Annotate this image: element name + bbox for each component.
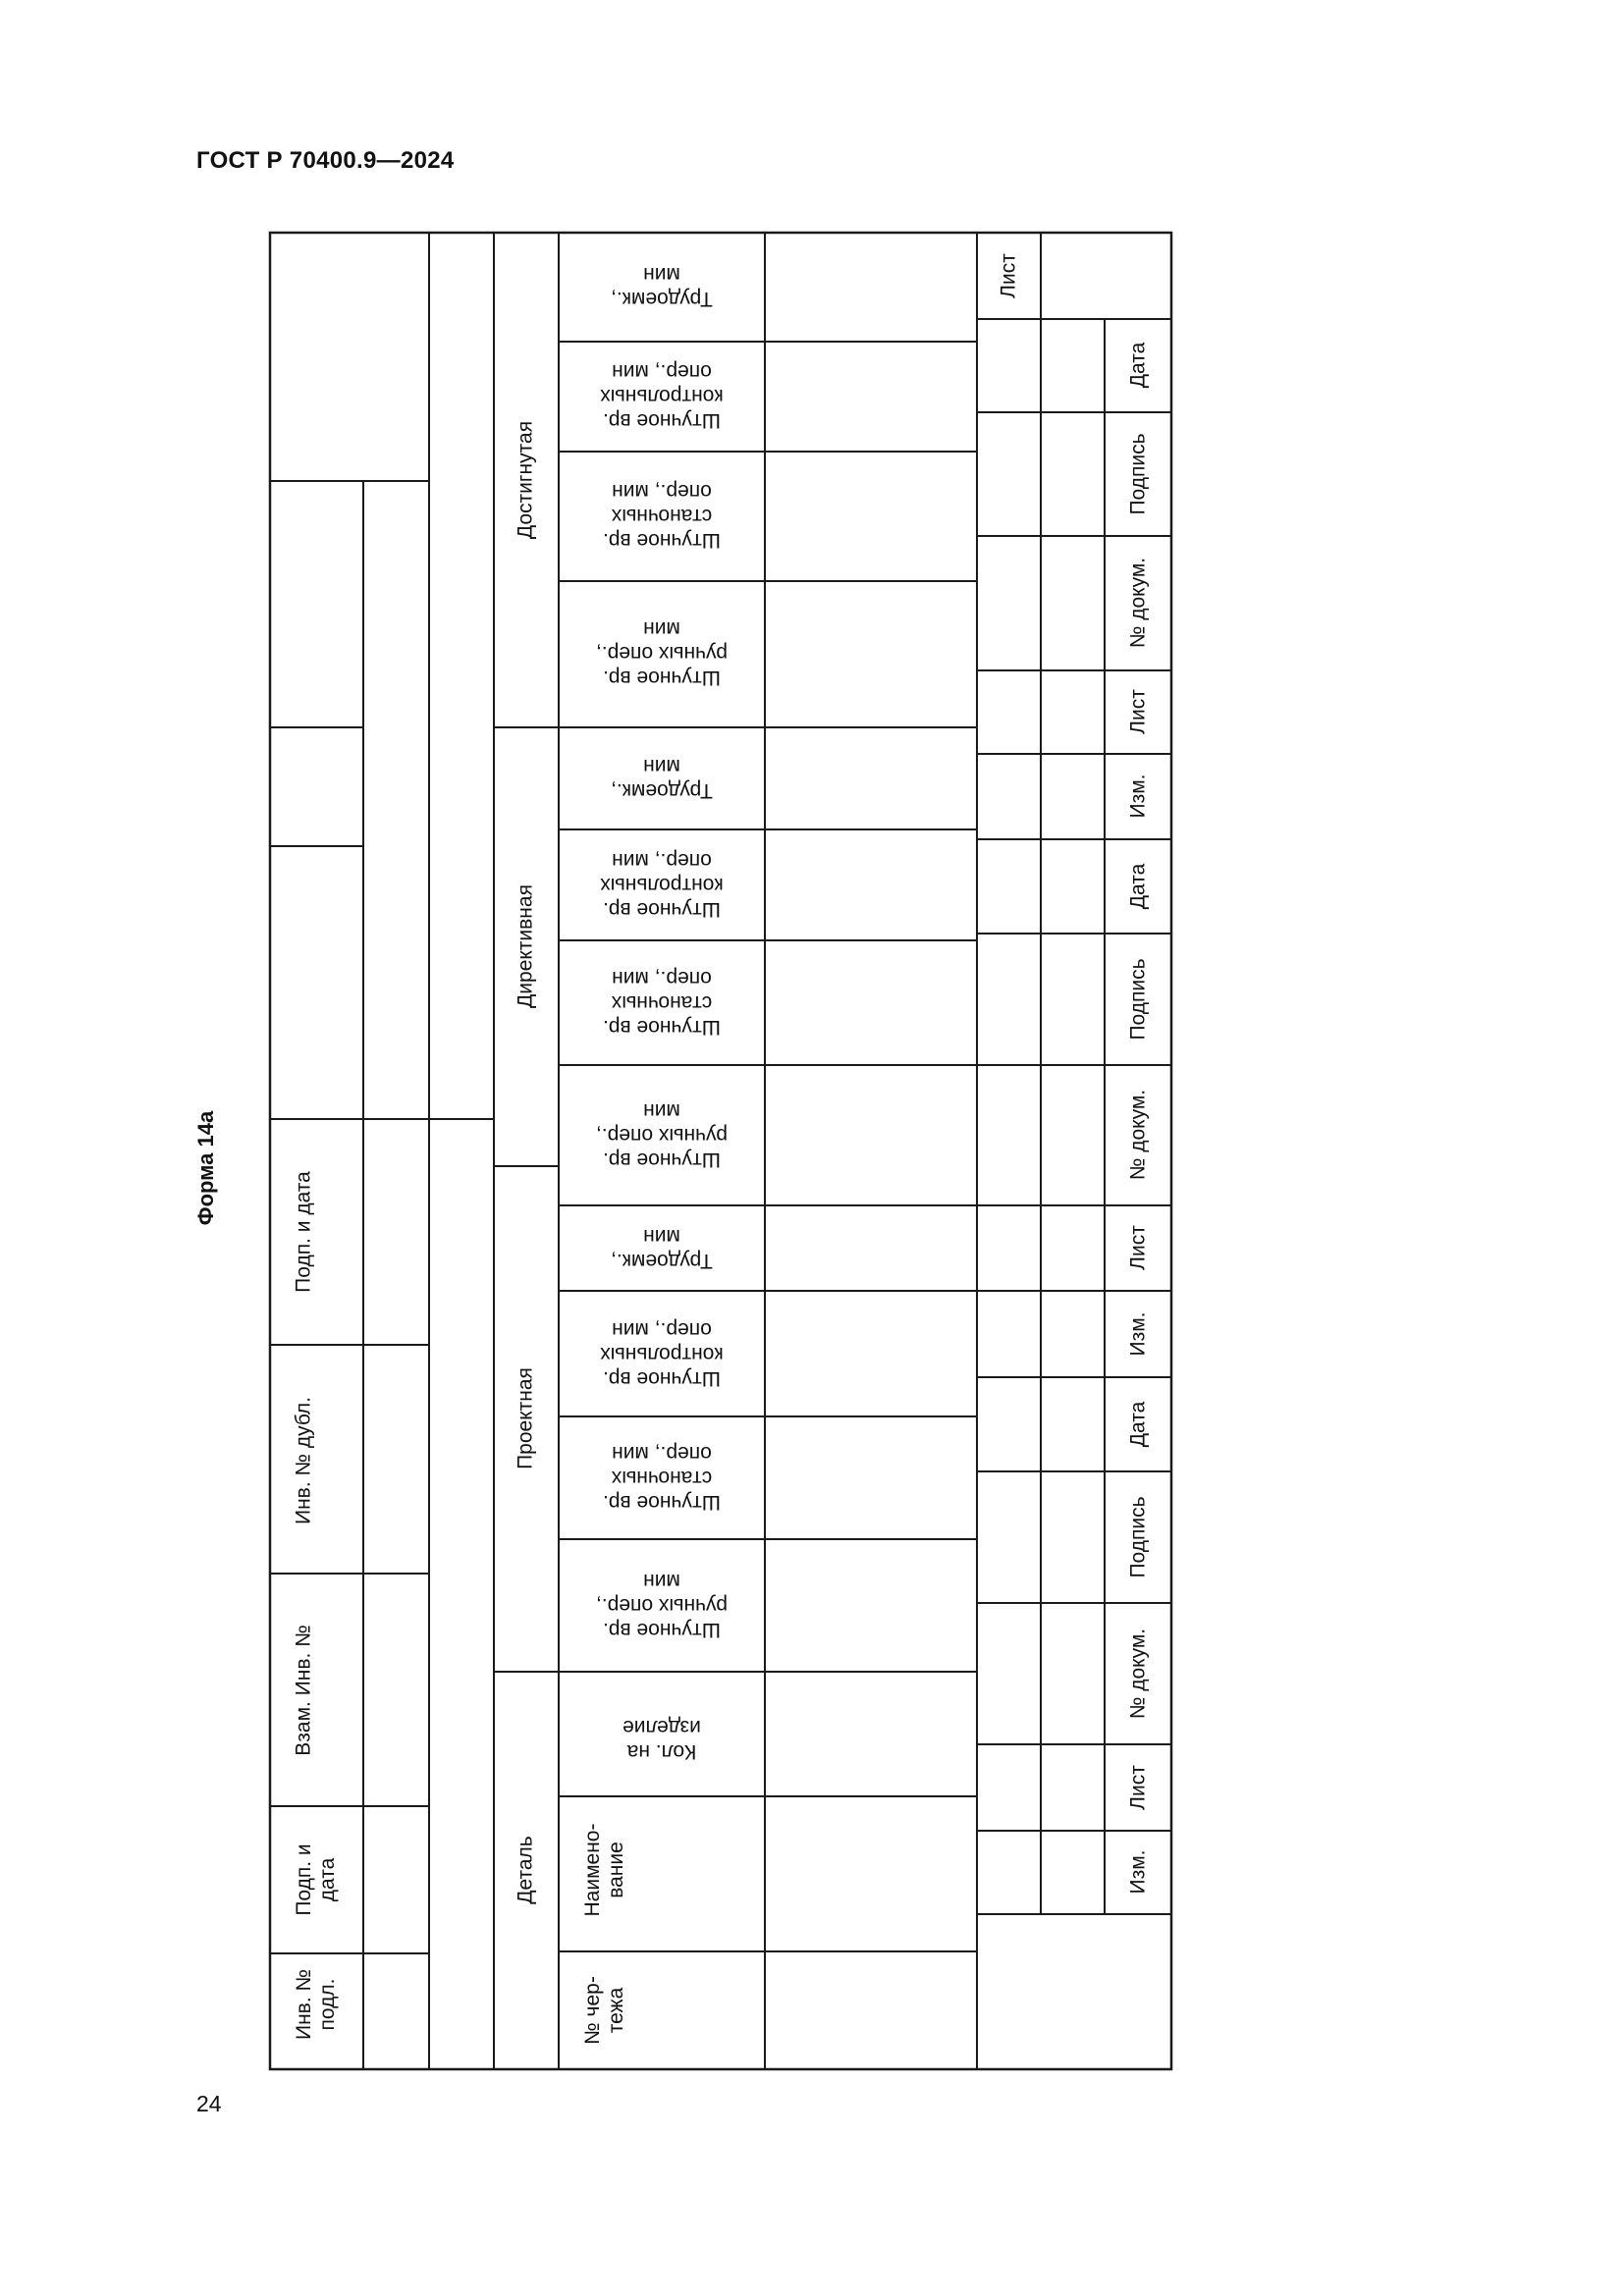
tb-list-label: Лист [1126, 689, 1150, 734]
tb-doc-no-label: № докум. [1126, 557, 1150, 649]
tb-list-label: Лист [1126, 1765, 1150, 1810]
document-header: ГОСТ Р 70400.9—2024 [196, 147, 455, 174]
tb-izm-label: Изм. [1126, 1849, 1150, 1895]
tb-izm-label: Изм. [1126, 1311, 1150, 1357]
vzam-inv-label: Взам. Инв. № [292, 1625, 315, 1756]
tb-signature-label: Подпись [1126, 433, 1150, 515]
tb-signature-label: Подпись [1126, 1496, 1150, 1578]
page-number: 24 [196, 2091, 222, 2116]
achieved-control-header: Штучное вр.контрольныхопер., мин [600, 360, 724, 432]
col-name-header: Наимено-вание [581, 1823, 627, 1917]
sheet-label: Лист [997, 253, 1020, 298]
directive-labor-header: Трудоемк.,мин [611, 755, 713, 802]
project-machine-header: Штучное вр.станочныхопер., мин [602, 1442, 722, 1514]
inv-podl-label: Инв. №подл. [293, 1968, 339, 2041]
tb-date-label: Дата [1126, 1401, 1150, 1448]
group-detail-label: Деталь [514, 1836, 537, 1904]
tb-list-label: Лист [1126, 1225, 1150, 1270]
tb-signature-label: Подпись [1126, 958, 1150, 1041]
podp-data-label-2: Подп. и дата [292, 1171, 315, 1293]
inv-dubl-label: Инв. № дубл. [292, 1396, 315, 1525]
directive-control-header: Штучное вр.контрольныхопер., мин [600, 849, 724, 921]
col-qty-header: Кол. наизделие [623, 1716, 701, 1763]
tb-izm-label: Изм. [1126, 774, 1150, 819]
tb-date-label: Дата [1126, 863, 1150, 910]
project-labor-header: Трудоемк.,мин [611, 1225, 713, 1272]
achieved-machine-header: Штучное вр.станочныхопер., мин [602, 480, 722, 552]
group-directive-label: Директивная [514, 884, 537, 1008]
achieved-manual-header: Штучное вр.ручных опер.,мин [596, 617, 728, 689]
project-control-header: Штучное вр.контрольныхопер., мин [600, 1318, 724, 1390]
project-manual-header: Штучное вр.ручных опер.,мин [596, 1570, 728, 1641]
group-project-label: Проектная [514, 1367, 537, 1469]
tb-date-label: Дата [1126, 342, 1150, 389]
tb-doc-no-label: № докум. [1126, 1628, 1150, 1720]
directive-manual-header: Штучное вр.ручных опер.,мин [596, 1099, 728, 1171]
podp-data-label-1: Подп. идата [293, 1843, 339, 1916]
achieved-labor-header: Трудоемк.,мин [611, 263, 713, 310]
col-drawing-no-header: № чер-тежа [581, 1976, 627, 2045]
tb-doc-no-label: № докум. [1126, 1089, 1150, 1181]
directive-machine-header: Штучное вр.станочныхопер., мин [602, 967, 722, 1039]
group-achieved-label: Достигнутая [514, 420, 537, 540]
